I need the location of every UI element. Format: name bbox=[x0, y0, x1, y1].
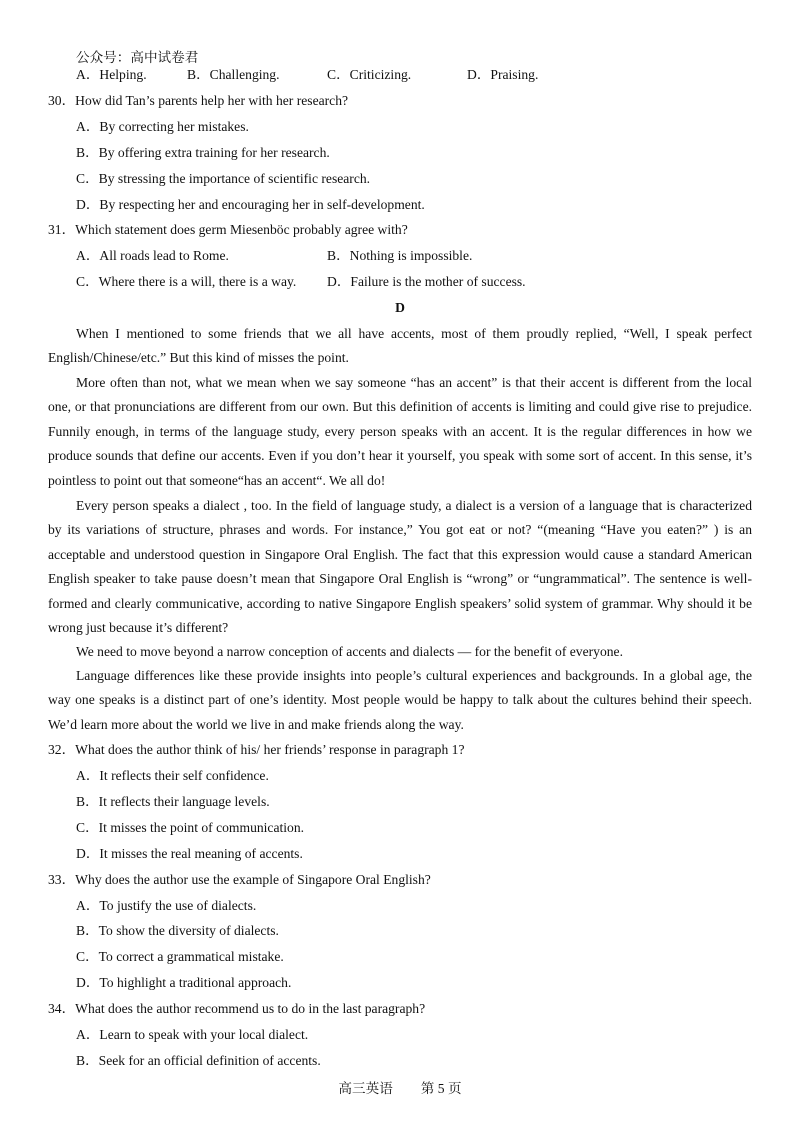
passage-paragraph-5-text: Language differences like these provide insights into people’s cultural experiences and backgrounds. In a global age, the way one speaks is a distinct part of one’s identity. Most people would be happy to talk about the cultures behind their speech. We’d learn more about the world we live in and make friends along the way. bbox=[48, 668, 752, 732]
q31-option-d: D．Failure is the mother of success. bbox=[327, 274, 526, 289]
q30-option-d: D．By respecting her and encouraging her in self-development. bbox=[76, 197, 425, 212]
q29-option-a: A．Helping. bbox=[76, 67, 147, 82]
q32-option-b: B．It reflects their language levels. bbox=[76, 794, 270, 809]
q30-stem: 30．How did Tan’s parents help her with her research? bbox=[48, 93, 349, 108]
q33-option-d: D．To highlight a traditional approach. bbox=[76, 975, 292, 990]
page-footer bbox=[0, 1077, 800, 1097]
q31-option-b: B．Nothing is impossible. bbox=[327, 248, 473, 263]
footer-page-number: 第 5 页 bbox=[420, 1081, 462, 1096]
q30-option-a: A．By correcting her mistakes. bbox=[76, 119, 249, 134]
q32-option-d: D．It misses the real meaning of accents. bbox=[76, 846, 303, 861]
q29-option-d: D．Praising. bbox=[467, 67, 539, 82]
q34-option-b: B．Seek for an official definition of accents. bbox=[76, 1053, 321, 1068]
passage-paragraph-1-text: When I mentioned to some friends that we all have accents, most of them proudly replied, “Well, I speak perfect English/Chinese/etc.” But this kind of misses the point. bbox=[48, 326, 752, 366]
watermark-text: 公众号：高中试卷君 bbox=[76, 50, 199, 65]
q31-stem: 31．Which statement does germ Miesenböc probably agree with? bbox=[48, 222, 408, 237]
passage-paragraph-3 bbox=[48, 494, 752, 640]
q33-option-b: B．To show the diversity of dialects. bbox=[76, 923, 279, 938]
section-title: D bbox=[395, 300, 405, 315]
footer-subject: 高三英语 bbox=[338, 1081, 393, 1096]
q29-option-b: B．Challenging. bbox=[187, 67, 280, 82]
q33-stem: 33．Why does the author use the example of Singapore Oral English? bbox=[48, 872, 431, 887]
q33-option-c: C．To correct a grammatical mistake. bbox=[76, 949, 284, 964]
q32-option-c: C．It misses the point of communication. bbox=[76, 820, 305, 835]
q30-option-c: C．By stressing the importance of scientific research. bbox=[76, 171, 371, 186]
q34-stem: 34．What does the author recommend us to do in the last paragraph? bbox=[48, 1001, 426, 1016]
passage-paragraph-4 bbox=[48, 640, 752, 664]
passage-paragraph-3-text: Every person speaks a dialect , too. In the field of language study, a dialect is a version of a language that is characterized by its variations of structure, phrases and words. For instance,” You got eat or not? “(meaning “Have you eaten?” ) is an acceptable and understood question in Singapore Oral English. The fact that this expression would cause a standard American English speaker to take pause doesn’t mean that Singapore Oral English is “wrong” or “ungrammatical”. The sentence is well-formed and clearly communicative, according to native Singapore English speakers’ solid system of grammar. Why should it be wrong just because it’s different? bbox=[48, 498, 752, 636]
passage-paragraph-5 bbox=[48, 664, 752, 737]
passage-paragraph-4-text: We need to move beyond a narrow conception of accents and dialects — for the benefit of everyone. bbox=[76, 644, 623, 659]
passage-paragraph-2 bbox=[48, 371, 752, 493]
q32-option-a: A．It reflects their self confidence. bbox=[76, 768, 269, 783]
q29-option-c: C．Criticizing. bbox=[327, 67, 412, 82]
q30-option-b: B．By offering extra training for her research. bbox=[76, 145, 330, 160]
q31-option-a: A．All roads lead to Rome. bbox=[76, 248, 229, 263]
q31-option-c: C．Where there is a will, there is a way. bbox=[76, 274, 297, 289]
q32-stem: 32．What does the author think of his/ her friends’ response in paragraph 1? bbox=[48, 742, 465, 757]
q34-option-a: A．Learn to speak with your local dialect. bbox=[76, 1027, 309, 1042]
passage-paragraph-2-text: More often than not, what we mean when we say someone “has an accent” is that their accent is different from the local one, or that pronunciations are different from our own. But this definition of accents is limiting and could give rise to prejudice. Funnily enough, in terms of the language study, every person speaks with an accent. It is the regular differences in how we produce sounds that define our accents. Even if you don’t hear it yourself, you speak with some sort of accent. In this sense, it’s pointless to point out that someone“has an accent“. We all do! bbox=[48, 375, 752, 488]
q33-option-a: A．To justify the use of dialects. bbox=[76, 898, 257, 913]
passage-paragraph-1 bbox=[48, 322, 752, 371]
